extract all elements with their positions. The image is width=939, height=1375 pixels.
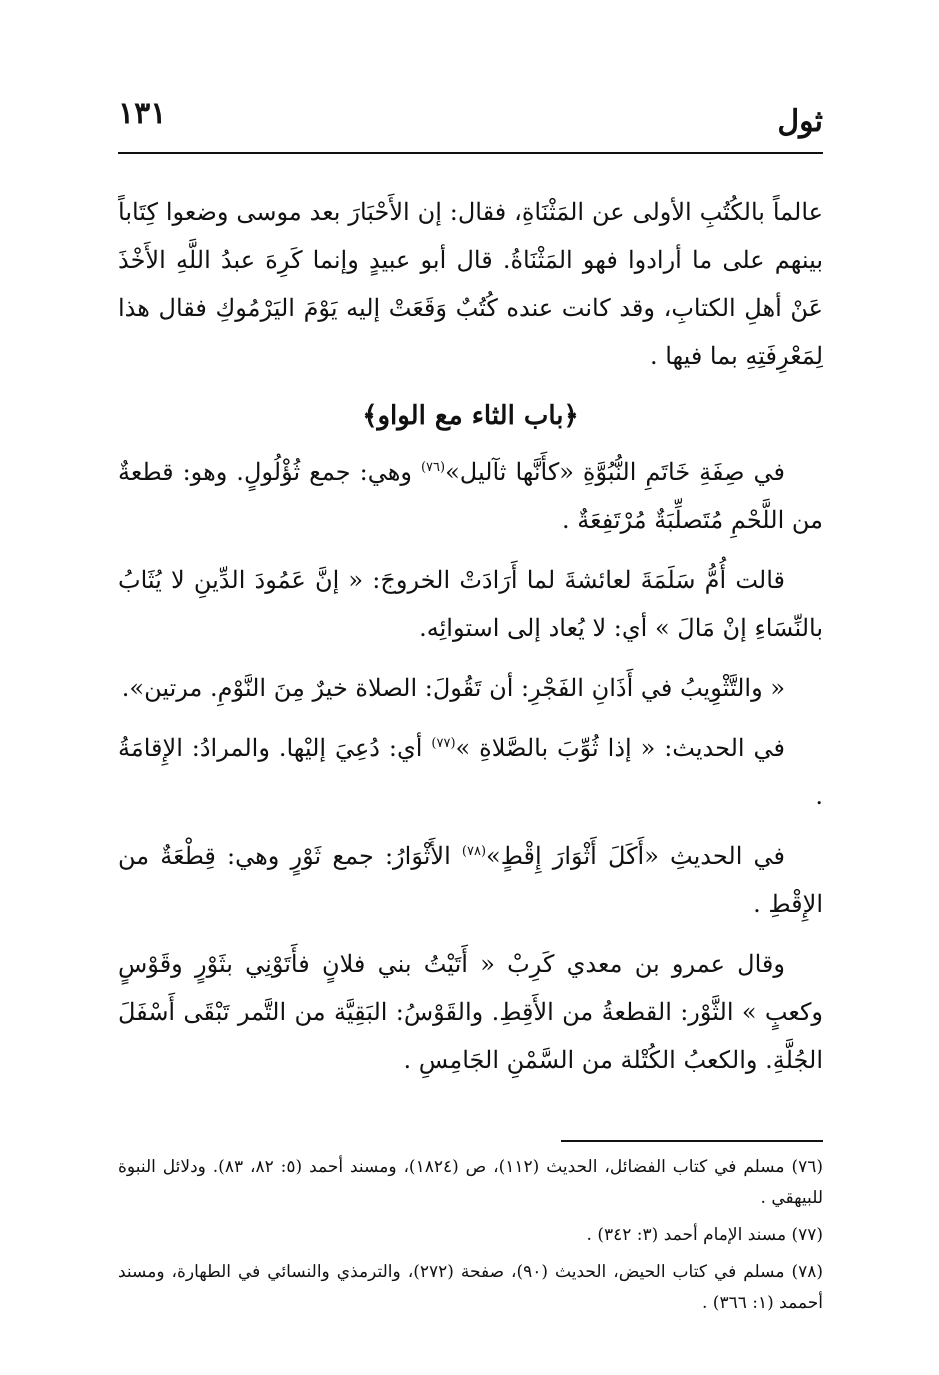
- section-heading: ﴿باب الثاء مع الواو﴾: [362, 401, 579, 431]
- footnote-rule: [561, 1140, 823, 1142]
- paragraph-continuation: عالماً بالكُتُبِ الأولى عن المَثْنَاةِ، فقال: إن الأَحْبَارَ بعد موسى وضعوا كِتَاباً بينهم على ما أرادوا فهو المَثْنَاةُ. قال أبو عبيدٍ وإنما كَرِهَ عبدُ اللَّهِ الأَخْذَ عَنْ أهلِ الكتابِ، وقد كانت عنده كُتُبٌ وَقَعَتْ إليه يَوْمَ اليَرْمُوكِ فقال هذا لِمَعْرِفَتِهِ بما فيها .: [118, 198, 823, 370]
- entry-text: الأَثْوَارُ: جمع ثَوْرٍ وهي: قِطْعَةٌ من الإِقْطِ .: [118, 842, 823, 918]
- page-number: ١٣١: [118, 96, 167, 131]
- entry-text: وهي: جمع ثُؤْلُولٍ. وهو: قطعةٌ من اللَّحْمِ مُتَصلِّبَةٌ مُرْتَفِعَةٌ .: [118, 458, 823, 534]
- running-head: ثول: [777, 104, 823, 139]
- entry-text: في الحديث: « إذا ثُوِّبَ بالصَّلاةِ »: [455, 734, 785, 762]
- paragraph-entry-yuthab: قالت أُمُّ سَلَمَةَ لعائشةَ لما أَرَادَتْ الخروجَ: « إنَّ عَمُودَ الدِّينِ لا يُثَابُ بالنِّسَاءِ إنْ مَالَ » أي: لا يُعاد إلى استوائِه.: [118, 566, 823, 642]
- paragraph-entry-tathwib: « والتَّثْوِيبُ في أَذَانِ الفَجْرِ: أن تَقُولَ: الصلاة خيرٌ مِنَ النَّوْمِ. مرتين».: [121, 674, 785, 702]
- paragraph-entry-thuwwiba: [118, 724, 823, 820]
- entry-text: في صِفَةِ خَاتَمِ النُّبُوَّةِ «كأَنَّها ثآليل»: [445, 458, 785, 486]
- entry-text: في الحديثِ «أَكَلَ أَثْوَارَ إِقْطٍ»: [486, 842, 785, 870]
- paragraph-entry-thaalil: [118, 448, 823, 544]
- footnotes: [118, 1152, 823, 1325]
- footnote-78: (٧٨) مسلم في كتاب الحيض، الحديث (٩٠)، صفحة (٢٧٢)، والترمذي والنسائي في الطهارة، ومسند أحممد (١: ٣٦٦) .: [118, 1262, 823, 1313]
- page-body: [118, 188, 823, 1084]
- footnote-ref-78: (٧٨): [461, 844, 487, 859]
- footnote-ref-76: (٧٦): [420, 460, 446, 475]
- header-rule: [118, 152, 823, 154]
- footnote-ref-77: (٧٧): [431, 736, 456, 751]
- paragraph-entry-thawr: وقال عمرو بن معدي كَرِبْ « أَتَيْتُ بني فلانٍ فأَتَوْنِي بثَوْرٍ وقَوْسٍ وكعبٍ » الثَّوْر: القطعةُ من الأَقِطِ. والقَوْسُ: البَقِيَّة من التَّمر تَبْقَى أَسْفَلَ الجُلَّةِ. والكعبُ الكُتْلة من السَّمْنِ الجَامِسِ .: [118, 950, 823, 1074]
- page-header: [118, 90, 823, 150]
- footnote-77: (٧٧) مسند الإمام أحمد (٣: ٣٤٢) .: [586, 1225, 823, 1245]
- paragraph-entry-athwar: [118, 832, 823, 928]
- entry-text: أي: دُعِيَ إليْها. والمرادُ: الإِقامَةُ .: [118, 734, 823, 810]
- footnote-76: (٧٦) مسلم في كتاب الفضائل، الحديث (١١٢)، ص (١٨٢٤)، ومسند أحمد (٥: ٨٢، ٨٣). ودلائل النبوة للبيهقي .: [118, 1157, 823, 1208]
- book-page: [118, 90, 823, 1330]
